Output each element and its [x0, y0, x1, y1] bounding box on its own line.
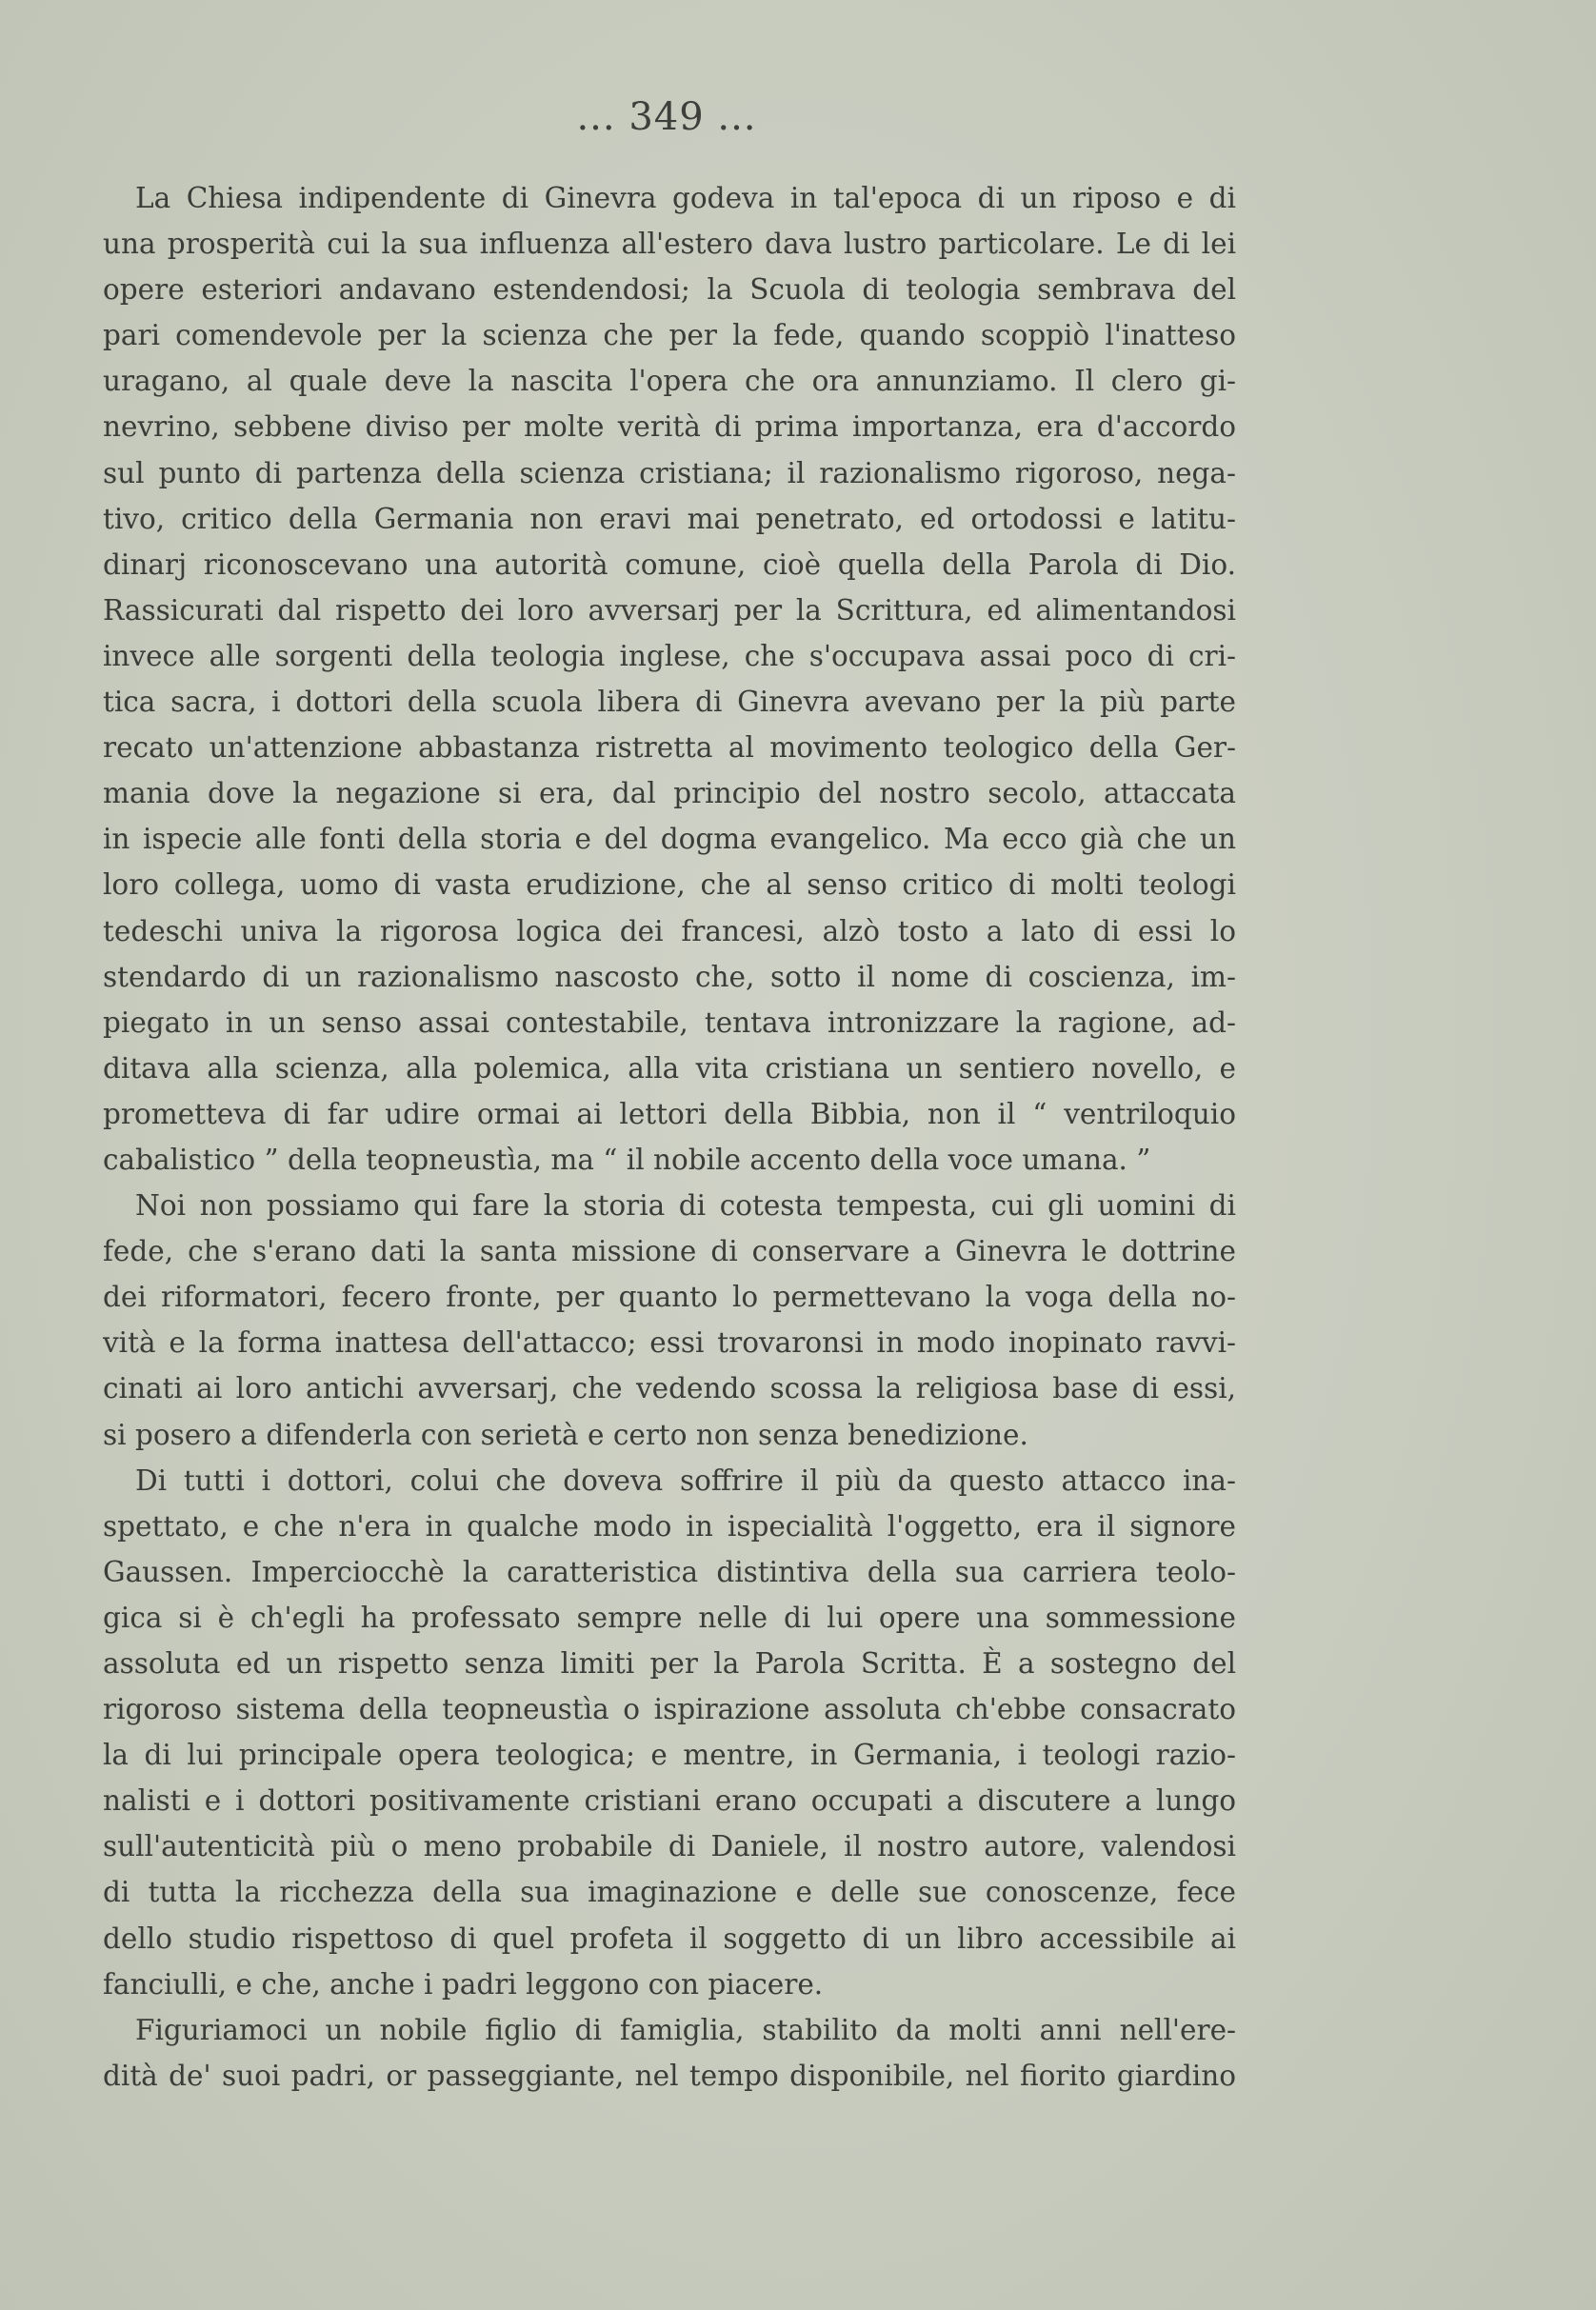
text-line: la di lui principale opera teologica; e mentre, in Germania, i teologi razio- [103, 1739, 1236, 1772]
text-line: fede, che s'erano dati la santa missione di conservare a Ginevra le dottrine [103, 1235, 1236, 1268]
text-line: spettato, e che n'era in qualche modo in ispecialità l'oggetto, era il signore [103, 1509, 1236, 1543]
text-line: dei riformatori, fecero fronte, per quanto lo permettevano la voga della no- [103, 1281, 1236, 1314]
text-line: dinarj riconoscevano una autorità comune, cioè quella della Parola di Dio. [103, 548, 1236, 581]
paragraph [103, 2007, 1236, 2099]
text-line: tivo, critico della Germania non eravi mai penetrato, ed ortodossi e latitu- [103, 502, 1236, 535]
text-line: piegato in un senso assai contestabile, tentava intronizzare la ragione, ad- [103, 1006, 1236, 1039]
text-line: dità de' suoi padri, or passeggiante, nel tempo disponibile, nel fiorito giardino [103, 2059, 1236, 2092]
text-line: ditava alla scienza, alla polemica, alla vita cristiana un sentiero novello, e [103, 1051, 1236, 1085]
text-line: dello studio rispettoso di quel profeta il soggetto di un libro accessibile ai [103, 1922, 1236, 1955]
text-line: uragano, al quale deve la nascita l'opera che ora annunziamo. Il clero gi- [103, 365, 1236, 398]
text-line: tedeschi univa la rigorosa logica dei francesi, alzò tosto a lato di essi lo [103, 914, 1236, 947]
text-line: cabalistico ” della teopneustìa, ma “ il nobile accento della voce umana. ” [103, 1143, 1151, 1176]
text-line: Noi non possiamo qui fare la storia di cotesta tempesta, cui gli uomini di [135, 1189, 1236, 1223]
text-line: Di tutti i dottori, colui che doveva soffrire il più da questo attacco ina- [135, 1464, 1236, 1497]
text-line: si posero a difenderla con serietà e certo non senza benedizione. [103, 1418, 1028, 1451]
paragraph [103, 1183, 1236, 1458]
paragraph [103, 175, 1236, 1183]
body-text [103, 175, 1236, 2099]
text-line: Figuriamoci un nobile figlio di famiglia, stabilito da molti anni nell'ere- [135, 2013, 1236, 2046]
text-line: in ispecie alle fonti della storia e del dogma evangelico. Ma ecco già che un [103, 823, 1236, 856]
text-line: di tutta la ricchezza della sua imaginazione e delle sue conoscenze, fece [103, 1876, 1236, 1909]
paragraph [103, 1458, 1236, 2007]
text-line: Gaussen. Imperciocchè la caratteristica distintiva della sua carriera teolo- [103, 1555, 1236, 1588]
text-line: vità e la forma inattesa dell'attacco; essi trovaronsi in modo inopinato ravvi- [103, 1326, 1236, 1360]
text-line: una prosperità cui la sua influenza all'estero dava lustro particolare. Le di lei [103, 228, 1236, 261]
text-line: opere esteriori andavano estendendosi; la Scuola di teologia sembrava del [103, 273, 1236, 307]
text-line: cinati ai loro antichi avversarj, che vedendo scossa la religiosa base di essi, [103, 1372, 1236, 1405]
text-line: fanciulli, e che, anche i padri leggono con piacere. [103, 1967, 824, 2001]
text-line: rigoroso sistema della teopneustìa o ispirazione assoluta ch'ebbe consacrato [103, 1693, 1236, 1726]
text-line: sul punto di partenza della scienza cristiana; il razionalismo rigoroso, nega- [103, 456, 1236, 489]
text-line: pari comendevole per la scienza che per la fede, quando scoppiò l'inatteso [103, 319, 1236, 352]
text-line: tica sacra, i dottori della scuola libera di Ginevra avevano per la più parte [103, 686, 1236, 719]
text-line: La Chiesa indipendente di Ginevra godeva in tal'epoca di un riposo e di [135, 182, 1236, 214]
text-line: nalisti e i dottori positivamente cristiani erano occupati a discutere a lungo [103, 1784, 1236, 1818]
text-line: sull'autenticità più o meno probabile di Daniele, il nostro autore, valendosi [103, 1830, 1236, 1863]
text-line: recato un'attenzione abbastanza ristretta al movimento teologico della Ger- [103, 731, 1236, 765]
text-line: loro collega, uomo di vasta erudizione, che al senso critico di molti teologi [103, 868, 1236, 902]
text-line: Rassicurati dal rispetto dei loro avversarj per la Scrittura, ed alimentandosi [103, 593, 1236, 627]
text-line: nevrino, sebbene diviso per molte verità di prima importanza, era d'accordo [103, 410, 1236, 444]
text-line: assoluta ed un rispetto senza limiti per la Parola Scritta. È a sostegno del [103, 1647, 1236, 1680]
text-line: gica si è ch'egli ha professato sempre nelle di lui opere una sommessione [103, 1601, 1236, 1634]
text-line: prometteva di far udire ormai ai lettori della Bibbia, non il “ ventriloquio [103, 1097, 1236, 1130]
text-line: mania dove la negazione si era, dal principio del nostro secolo, attaccata [103, 777, 1236, 810]
text-line: invece alle sorgenti della teologia inglese, che s'occupava assai poco di cri- [103, 639, 1236, 672]
text-line: stendardo di un razionalismo nascosto che, sotto il nome di coscienza, im- [103, 960, 1236, 993]
page-number: ... 349 ... [576, 95, 757, 139]
